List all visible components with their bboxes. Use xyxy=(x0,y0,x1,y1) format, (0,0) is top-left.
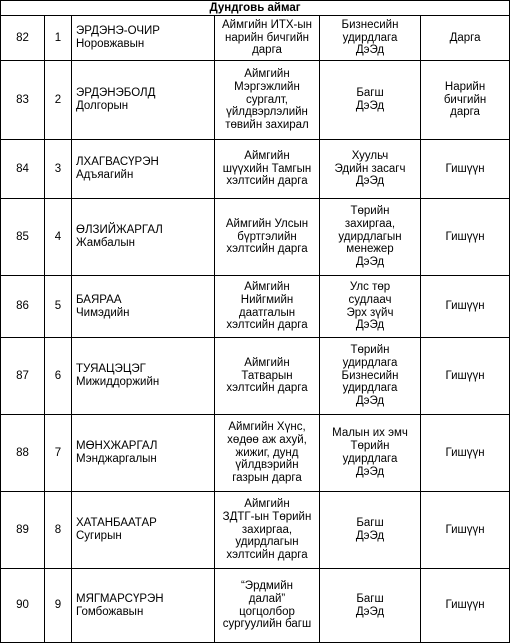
education: Улс төр судлаач Эрх зүйч ДэЭд xyxy=(320,276,421,338)
table-row xyxy=(1,16,510,61)
person-name: МЯГМАРСҮРЭН Гомбожавын xyxy=(72,569,215,643)
table-row xyxy=(1,61,510,140)
rank: Гишүүн xyxy=(421,140,510,199)
education: Малын их эмч Төрийн удирдлага ДэЭд xyxy=(320,415,421,492)
person-name: МӨНХЖАРГАЛ Мэнджаргалын xyxy=(72,415,215,492)
education: Багш ДэЭд xyxy=(320,61,421,140)
person-name: ЭРДЭНЭ-ОЧИР Норовжавын xyxy=(72,16,215,61)
education: Багш ДэЭд xyxy=(320,492,421,569)
person-name: ӨЛЗИЙЖАРГАЛ Жамбалын xyxy=(72,199,215,276)
rank: Дарга xyxy=(421,16,510,61)
rank: Нарийн бичгийн дарга xyxy=(421,61,510,140)
table-row xyxy=(1,415,510,492)
education: Төрийн захиргаа, удирдлагын менежер ДэЭд xyxy=(320,199,421,276)
table-row xyxy=(1,338,510,415)
education: Багш ДэЭд xyxy=(320,569,421,643)
person-name: ХАТАНБААТАР Сугирын xyxy=(72,492,215,569)
row-number: 87 xyxy=(1,338,45,415)
table-heading-row xyxy=(1,1,510,16)
rank: Гишүүн xyxy=(421,338,510,415)
position: “Эрдмийн далай” цогцолбор сургуулийн багш xyxy=(215,569,320,643)
table-heading: Дундговь аймаг xyxy=(1,1,510,16)
row-index: 4 xyxy=(45,199,72,276)
row-number: 85 xyxy=(1,199,45,276)
table-row xyxy=(1,276,510,338)
table-row xyxy=(1,492,510,569)
row-index: 6 xyxy=(45,338,72,415)
position: Аймгийн шүүхийн Тамгын хэлтсийн дарга xyxy=(215,140,320,199)
person-name: ЛХАГВАСҮРЭН Адъяагийн xyxy=(72,140,215,199)
row-number: 89 xyxy=(1,492,45,569)
education: Хуульч Эдийн засагч ДэЭд xyxy=(320,140,421,199)
position: Аймгийн Улсын бүртгэлийн хэлтсийн дарга xyxy=(215,199,320,276)
row-index: 3 xyxy=(45,140,72,199)
row-number: 86 xyxy=(1,276,45,338)
rank: Гишүүн xyxy=(421,492,510,569)
person-name: БАЯРАА Чимэдийн xyxy=(72,276,215,338)
education: Бизнесийн удирдлага ДэЭд xyxy=(320,16,421,61)
row-number: 84 xyxy=(1,140,45,199)
position: Аймгийн Хүнс, хөдөө аж ахуй, жижиг, дунд үйлдвэрийн газрын дарга xyxy=(215,415,320,492)
row-number: 90 xyxy=(1,569,45,643)
table-row xyxy=(1,569,510,643)
position: Аймгийн ИТХ-ын нарийн бичгийн дарга xyxy=(215,16,320,61)
table-row xyxy=(1,199,510,276)
position: Аймгийн Мэргэжлийн сургалт, үйлдвэрлэлийн төвийн захирал xyxy=(215,61,320,140)
row-number: 82 xyxy=(1,16,45,61)
position: Аймгийн Татварын хэлтсийн дарга xyxy=(215,338,320,415)
row-number: 88 xyxy=(1,415,45,492)
row-index: 2 xyxy=(45,61,72,140)
row-number: 83 xyxy=(1,61,45,140)
row-index: 1 xyxy=(45,16,72,61)
row-index: 9 xyxy=(45,569,72,643)
rank: Гишүүн xyxy=(421,569,510,643)
row-index: 7 xyxy=(45,415,72,492)
rank: Гишүүн xyxy=(421,276,510,338)
person-name: ЭРДЭНЭБОЛД Долгорын xyxy=(72,61,215,140)
person-name: ТУЯАЦЭЦЭГ Мижиддоржийн xyxy=(72,338,215,415)
rank: Гишүүн xyxy=(421,199,510,276)
rank: Гишүүн xyxy=(421,415,510,492)
row-index: 5 xyxy=(45,276,72,338)
position: Аймгийн Нийгмийн даатгалын хэлтсийн дарга xyxy=(215,276,320,338)
table-row xyxy=(1,140,510,199)
education: Төрийн удирдлага Бизнесийн удирдлага ДэЭд xyxy=(320,338,421,415)
position: Аймгийн ЗДТГ-ын Төрийн захиргаа, удирдлагын хэлтсийн дарга xyxy=(215,492,320,569)
row-index: 8 xyxy=(45,492,72,569)
